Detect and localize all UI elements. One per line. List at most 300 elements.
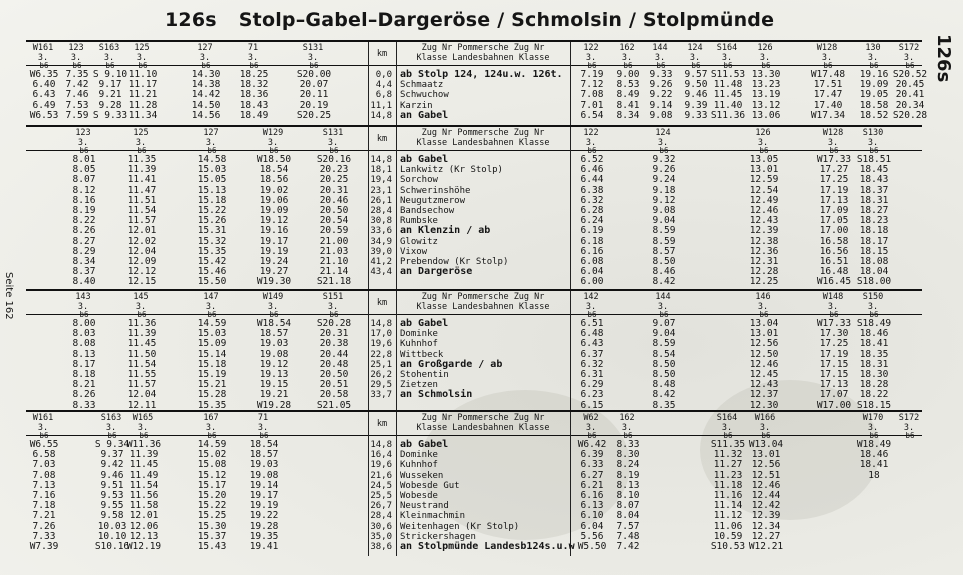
column-divider bbox=[368, 412, 369, 556]
departure-time: 18.41 bbox=[859, 459, 889, 471]
class-label: 3. bbox=[37, 53, 49, 63]
up-train-column bbox=[574, 61, 610, 121]
station-name: ab Stolp 124, 124u.w. 126t. bbox=[400, 69, 563, 80]
departure-time: S 9.33 bbox=[92, 109, 128, 121]
departure-time: 12.46 bbox=[749, 358, 779, 370]
down-train-column bbox=[194, 431, 230, 552]
departure-time: 7.48 bbox=[616, 530, 640, 542]
departure-time: 15.05 bbox=[197, 174, 227, 186]
km-value: 33,6 bbox=[370, 226, 392, 237]
timetable-section-gabel-dargeroese bbox=[26, 125, 922, 292]
departure-time: 8.21 bbox=[72, 379, 96, 391]
class-label: 3. bbox=[327, 302, 339, 312]
down-train-column bbox=[66, 310, 102, 411]
departure-time: 9.26 bbox=[652, 164, 676, 176]
departure-time: 8.46 bbox=[652, 266, 676, 278]
class-label: 3. bbox=[867, 53, 879, 63]
station-name: an Stolpmünde Landesb124s.u.w bbox=[400, 540, 575, 552]
up-train-column bbox=[610, 61, 646, 121]
departure-time: 8.17 bbox=[72, 358, 96, 370]
departure-time: S20.00 bbox=[296, 69, 332, 80]
departure-time: 14.56 bbox=[191, 109, 221, 121]
departure-time: 11.41 bbox=[127, 174, 157, 186]
down-train-column bbox=[236, 61, 272, 121]
departure-time: 19.17 bbox=[249, 489, 279, 501]
departure-time: 9.26 bbox=[649, 79, 673, 91]
class-label: 3. bbox=[327, 138, 339, 148]
departure-time: 6.15 bbox=[580, 399, 604, 411]
station-name: Weitenhagen (Kr Stolp) bbox=[400, 521, 520, 532]
departure-time: 19.17 bbox=[259, 235, 289, 247]
km-value: 22,8 bbox=[370, 349, 392, 360]
departure-time: 18.56 bbox=[259, 174, 289, 186]
departure-time: 6.21 bbox=[580, 479, 604, 491]
class-label: 3. bbox=[827, 302, 839, 312]
station-name: Dominke bbox=[400, 450, 438, 461]
car-class-label: b6 bbox=[201, 61, 211, 70]
km-value: 19,4 bbox=[370, 175, 392, 186]
train-header bbox=[646, 128, 680, 148]
train-header bbox=[256, 128, 290, 148]
departure-time: 8.04 bbox=[616, 510, 640, 522]
departure-time: 5.56 bbox=[580, 530, 604, 542]
departure-time: 7.19 bbox=[580, 69, 604, 80]
column-divider bbox=[396, 291, 397, 415]
departure-time: 13.23 bbox=[751, 79, 781, 91]
departure-time: W18.54 bbox=[256, 318, 292, 329]
up-train-column bbox=[678, 61, 714, 121]
train-number: 162 bbox=[619, 43, 635, 53]
departure-time: 11.45 bbox=[129, 459, 159, 471]
station-name: Wusseken bbox=[400, 470, 444, 481]
station-name: Vixow bbox=[400, 246, 428, 257]
departure-time: S21.18 bbox=[316, 276, 352, 288]
train-header bbox=[246, 413, 280, 433]
station-name: Kuhnhof bbox=[400, 339, 438, 350]
departure-time: 19.15 bbox=[259, 379, 289, 391]
departure-time: 17.19 bbox=[819, 184, 849, 196]
departure-time: 7.18 bbox=[32, 500, 56, 512]
departure-time: 12.38 bbox=[749, 235, 779, 247]
departure-time: 18.31 bbox=[859, 358, 889, 370]
car-class-label: b6 bbox=[829, 146, 839, 155]
departure-time: S11.36 bbox=[710, 109, 746, 121]
car-class-label: b6 bbox=[759, 146, 769, 155]
departure-time: 16.58 bbox=[819, 235, 849, 247]
up-train-column bbox=[710, 61, 746, 121]
departure-time: 15.22 bbox=[197, 204, 227, 216]
departure-time: W6.53 bbox=[29, 109, 59, 121]
station-name: Lankwitz (Kr Stolp) bbox=[400, 165, 503, 176]
station-name: Schwerinshöhe bbox=[400, 185, 471, 196]
class-label: 3. bbox=[585, 138, 597, 148]
up-train-column bbox=[746, 146, 782, 287]
departure-time: 8.05 bbox=[72, 164, 96, 176]
km-value: 18,1 bbox=[370, 165, 392, 176]
class-label: 3. bbox=[903, 423, 915, 433]
car-class-label: b6 bbox=[259, 431, 269, 440]
km-value: 28,4 bbox=[370, 511, 392, 522]
km-header: km bbox=[376, 419, 388, 429]
departure-time bbox=[892, 522, 928, 532]
departure-time: 15.21 bbox=[197, 379, 227, 391]
departure-time: 19.16 bbox=[859, 69, 889, 80]
departure-time: 11.54 bbox=[127, 204, 157, 216]
departure-time: 15.35 bbox=[197, 245, 227, 257]
train-number: 162 bbox=[619, 413, 635, 423]
departure-time: 9.12 bbox=[652, 194, 676, 206]
departure-time: 6.04 bbox=[580, 520, 604, 532]
train-header bbox=[124, 292, 158, 312]
departure-time: 19.22 bbox=[249, 510, 279, 522]
departure-time: 6.16 bbox=[580, 245, 604, 257]
train-number: 125 bbox=[134, 43, 150, 53]
train-header bbox=[892, 413, 926, 433]
departure-time: 12.49 bbox=[749, 194, 779, 206]
station-name: Strickershagen bbox=[400, 531, 476, 542]
departure-time: 12.43 bbox=[749, 379, 779, 391]
departure-time: 12.56 bbox=[749, 338, 779, 350]
car-class-label: b6 bbox=[759, 310, 769, 319]
class-label: 3. bbox=[657, 138, 669, 148]
departure-time: 12.45 bbox=[749, 368, 779, 380]
down-train-column bbox=[256, 310, 292, 411]
station-name: Sorchow bbox=[400, 175, 438, 186]
departure-time: 7.53 bbox=[65, 99, 89, 111]
departure-time: 6.18 bbox=[580, 235, 604, 247]
departure-time: 19.21 bbox=[259, 389, 289, 401]
train-header bbox=[59, 43, 93, 63]
departure-time: 20.58 bbox=[319, 389, 349, 401]
departure-time: 9.00 bbox=[616, 69, 640, 80]
class-label: 3. bbox=[585, 423, 597, 433]
departure-time: 9.32 bbox=[652, 154, 676, 165]
departure-time: 11.39 bbox=[129, 449, 159, 461]
departure-time: 8.53 bbox=[616, 79, 640, 91]
departure-time: 17.13 bbox=[819, 379, 849, 391]
departure-time: 8.42 bbox=[652, 389, 676, 401]
departure-time: 8.59 bbox=[652, 338, 676, 350]
class-label: 3. bbox=[103, 53, 115, 63]
departure-time: 7.08 bbox=[580, 89, 604, 101]
car-class-label: b6 bbox=[659, 310, 669, 319]
train-header bbox=[125, 43, 159, 63]
departure-time: 18 bbox=[868, 469, 880, 481]
departure-time: S20.28 bbox=[892, 109, 928, 121]
departure-time: 12.01 bbox=[127, 225, 157, 237]
departure-time: 7.46 bbox=[65, 89, 89, 101]
departure-time: 6.23 bbox=[580, 389, 604, 401]
km-value: 17,0 bbox=[370, 329, 392, 340]
departure-time: 12.15 bbox=[127, 276, 157, 288]
station-name: Rumbske bbox=[400, 216, 438, 227]
km-value: 19,6 bbox=[370, 460, 392, 471]
departure-time: 11.17 bbox=[128, 79, 158, 91]
departure-time: W17.00 bbox=[816, 399, 852, 411]
departure-time: 18.57 bbox=[249, 449, 279, 461]
up-train-column bbox=[856, 61, 892, 121]
train-number: S172 bbox=[898, 43, 920, 53]
train-header bbox=[296, 43, 330, 63]
departure-time: 14.30 bbox=[191, 69, 221, 80]
departure-time: 11.28 bbox=[128, 99, 158, 111]
down-train-column bbox=[126, 431, 162, 552]
class-label: 3. bbox=[137, 423, 149, 433]
departure-time: 6.24 bbox=[580, 215, 604, 227]
departure-time: 6.27 bbox=[580, 469, 604, 481]
departure-time: S11.35 bbox=[710, 439, 746, 450]
departure-time: 11.54 bbox=[127, 358, 157, 370]
down-train-column bbox=[66, 146, 102, 287]
header-divider bbox=[26, 150, 922, 151]
departure-time: 21.14 bbox=[319, 266, 349, 278]
departure-time: 6.13 bbox=[580, 500, 604, 512]
departure-time: 19.13 bbox=[259, 368, 289, 380]
departure-time: 8.13 bbox=[616, 479, 640, 491]
station-name: ab Gabel bbox=[400, 154, 449, 165]
departure-time: W5.50 bbox=[577, 540, 607, 552]
up-train-column bbox=[746, 310, 782, 411]
departure-time: S20.28 bbox=[316, 318, 352, 329]
car-class-label: b6 bbox=[691, 61, 701, 70]
operator-header-line1: Zug Nr Pommersche Zug Nr bbox=[421, 128, 545, 138]
departure-time: 17.05 bbox=[819, 215, 849, 227]
departure-time: 18.54 bbox=[259, 164, 289, 176]
train-number: 123 bbox=[68, 43, 84, 53]
train-number: W148 bbox=[822, 292, 844, 302]
class-label: 3. bbox=[657, 302, 669, 312]
departure-time: 18.28 bbox=[859, 379, 889, 391]
departure-time: 9.46 bbox=[100, 469, 124, 481]
departure-time: 19.09 bbox=[859, 79, 889, 91]
departure-time: 14.50 bbox=[191, 99, 221, 111]
departure-time: 17.25 bbox=[819, 338, 849, 350]
departure-time: 8.57 bbox=[652, 245, 676, 257]
car-class-label: b6 bbox=[869, 310, 879, 319]
departure-time: 20.11 bbox=[299, 89, 329, 101]
departure-time: 9.37 bbox=[100, 449, 124, 461]
class-label: 3. bbox=[267, 138, 279, 148]
train-number: S163 bbox=[98, 43, 120, 53]
train-number: 122 bbox=[583, 128, 599, 138]
departure-time: 8.33 bbox=[72, 399, 96, 411]
station-name: Wittbeck bbox=[400, 349, 444, 360]
departure-time: 7.01 bbox=[580, 99, 604, 111]
departure-time: S10.53 bbox=[710, 540, 746, 552]
class-label: 3. bbox=[135, 302, 147, 312]
station-name: Wobesde bbox=[400, 490, 438, 501]
departure-time: 8.37 bbox=[72, 266, 96, 278]
train-number: 125 bbox=[133, 128, 149, 138]
departure-time: 6.39 bbox=[580, 449, 604, 461]
column-divider bbox=[368, 291, 369, 415]
car-class-label: b6 bbox=[623, 61, 633, 70]
train-number: W62 bbox=[583, 413, 599, 423]
class-label: 3. bbox=[721, 423, 733, 433]
departure-time: S20.16 bbox=[316, 154, 352, 165]
departure-time: W12.19 bbox=[126, 540, 162, 552]
departure-time: 6.00 bbox=[580, 276, 604, 288]
departure-time: 11.35 bbox=[127, 154, 157, 165]
departure-time: W19.30 bbox=[256, 276, 292, 288]
departure-time: 9.21 bbox=[98, 89, 122, 101]
car-class-label: b6 bbox=[623, 431, 633, 440]
departure-time: 20.34 bbox=[895, 99, 925, 111]
station-name: an Klenzin / ab bbox=[400, 225, 491, 237]
departure-time: 8.48 bbox=[652, 379, 676, 391]
train-number: 145 bbox=[133, 292, 149, 302]
departure-time: 19.08 bbox=[249, 469, 279, 481]
car-class-label: b6 bbox=[659, 146, 669, 155]
header-divider bbox=[26, 314, 922, 315]
train-number: S164 bbox=[716, 43, 738, 53]
departure-time: 8.26 bbox=[72, 225, 96, 237]
train-header bbox=[92, 43, 126, 63]
car-class-label: b6 bbox=[72, 61, 82, 70]
car-class-label: b6 bbox=[587, 146, 597, 155]
departure-time: 9.14 bbox=[649, 99, 673, 111]
down-train-column bbox=[124, 146, 160, 287]
up-train-column bbox=[892, 431, 928, 552]
column-divider bbox=[396, 127, 397, 292]
departure-time bbox=[892, 450, 928, 460]
departure-time: 19.19 bbox=[259, 245, 289, 257]
down-train-column bbox=[26, 61, 62, 121]
departure-time: 8.07 bbox=[72, 174, 96, 186]
departure-time: 6.54 bbox=[580, 109, 604, 121]
departure-time: 11.48 bbox=[713, 79, 743, 91]
departure-time: 18.46 bbox=[859, 328, 889, 340]
departure-time: 9.42 bbox=[100, 459, 124, 471]
departure-time: 8.01 bbox=[72, 154, 96, 165]
departure-time: 12.06 bbox=[129, 520, 159, 532]
train-number: S131 bbox=[302, 43, 324, 53]
car-class-label: b6 bbox=[869, 431, 879, 440]
departure-time: 11.47 bbox=[127, 184, 157, 196]
departure-time: 19.35 bbox=[249, 530, 279, 542]
departure-time: W17.33 bbox=[816, 154, 852, 165]
train-number: W128 bbox=[822, 128, 844, 138]
km-value: 29,5 bbox=[370, 380, 392, 391]
departure-time: 12.01 bbox=[129, 510, 159, 522]
departure-time: S11.53 bbox=[710, 69, 746, 80]
train-number: 124 bbox=[655, 128, 671, 138]
departure-time: 11.50 bbox=[127, 348, 157, 360]
page-number-label: Seite 162 bbox=[3, 272, 14, 320]
departure-time: 11.51 bbox=[127, 194, 157, 206]
departure-time: 9.39 bbox=[684, 99, 708, 111]
departure-time: 12.37 bbox=[749, 389, 779, 401]
departure-time: 19.02 bbox=[259, 184, 289, 196]
train-header bbox=[574, 292, 608, 312]
departure-time: 19.28 bbox=[249, 520, 279, 532]
class-label: 3. bbox=[205, 138, 217, 148]
km-value: 30,6 bbox=[370, 521, 392, 532]
train-number: 71 bbox=[247, 43, 259, 53]
train-number: 167 bbox=[203, 413, 219, 423]
km-value: 26,2 bbox=[370, 369, 392, 380]
departure-time: S18.00 bbox=[856, 276, 892, 288]
departure-time: 15.18 bbox=[197, 194, 227, 206]
km-value: 6,8 bbox=[375, 90, 392, 101]
km-column bbox=[370, 319, 392, 401]
km-value: 26,1 bbox=[370, 195, 392, 206]
car-class-label: b6 bbox=[761, 431, 771, 440]
departure-time: 13.04 bbox=[749, 318, 779, 329]
class-label: 3. bbox=[205, 423, 217, 433]
departure-time: 20.44 bbox=[319, 348, 349, 360]
departure-time: 6.37 bbox=[580, 348, 604, 360]
train-number: S163 bbox=[100, 413, 122, 423]
class-label: 3. bbox=[257, 423, 269, 433]
departure-time: 6.28 bbox=[580, 204, 604, 216]
class-label: 3. bbox=[689, 53, 701, 63]
train-header bbox=[66, 128, 100, 148]
column-divider bbox=[368, 127, 369, 292]
train-header bbox=[746, 292, 780, 312]
departure-time: 13.05 bbox=[749, 154, 779, 165]
car-class-label: b6 bbox=[829, 310, 839, 319]
station-name: ab Gabel bbox=[400, 439, 449, 450]
km-value: 24,5 bbox=[370, 480, 392, 491]
km-value: 28,4 bbox=[370, 205, 392, 216]
departure-time: 9.33 bbox=[649, 69, 673, 80]
up-train-column bbox=[748, 61, 784, 121]
departure-time: 18.54 bbox=[249, 439, 279, 450]
train-header bbox=[856, 128, 890, 148]
station-name: an Großgarde / ab bbox=[400, 358, 503, 370]
car-class-label: b6 bbox=[869, 61, 879, 70]
train-number: 123 bbox=[75, 128, 91, 138]
departure-time: 20.45 bbox=[895, 79, 925, 91]
class-label: 3. bbox=[105, 423, 117, 433]
station-name: Glowitz bbox=[400, 236, 438, 247]
departure-time: 19.03 bbox=[249, 459, 279, 471]
departure-time: 18.37 bbox=[859, 184, 889, 196]
up-train-column bbox=[816, 310, 852, 411]
operator-header bbox=[398, 128, 568, 148]
departure-time: 9.46 bbox=[684, 89, 708, 101]
train-header bbox=[748, 43, 782, 63]
departure-time: 19.19 bbox=[249, 500, 279, 512]
departure-time: 20.51 bbox=[319, 379, 349, 391]
km-column bbox=[370, 440, 392, 552]
departure-time: 11.58 bbox=[129, 500, 159, 512]
departure-time: 8.22 bbox=[72, 215, 96, 227]
departure-time bbox=[856, 542, 892, 552]
km-value: 4,4 bbox=[375, 80, 392, 91]
departure-time: 17.25 bbox=[819, 174, 849, 186]
departure-time: 16.51 bbox=[819, 255, 849, 267]
down-train-column bbox=[194, 310, 230, 411]
departure-time: 6.33 bbox=[580, 459, 604, 471]
departure-time: 9.04 bbox=[652, 328, 676, 340]
departure-time: S 9.34 bbox=[94, 439, 130, 450]
station-name: Schmaatz bbox=[400, 80, 444, 91]
departure-time: 17.27 bbox=[819, 164, 849, 176]
class-label: 3. bbox=[621, 423, 633, 433]
departure-time: 6.38 bbox=[580, 184, 604, 196]
class-label: 3. bbox=[267, 302, 279, 312]
departure-time bbox=[856, 522, 892, 532]
up-train-column bbox=[748, 431, 784, 552]
departure-time: 17.09 bbox=[819, 204, 849, 216]
departure-time: S10.16 bbox=[94, 540, 130, 552]
car-class-label: b6 bbox=[269, 310, 279, 319]
down-train-column bbox=[94, 431, 130, 552]
station-name: Stohentin bbox=[400, 369, 449, 380]
km-header: km bbox=[376, 298, 388, 308]
